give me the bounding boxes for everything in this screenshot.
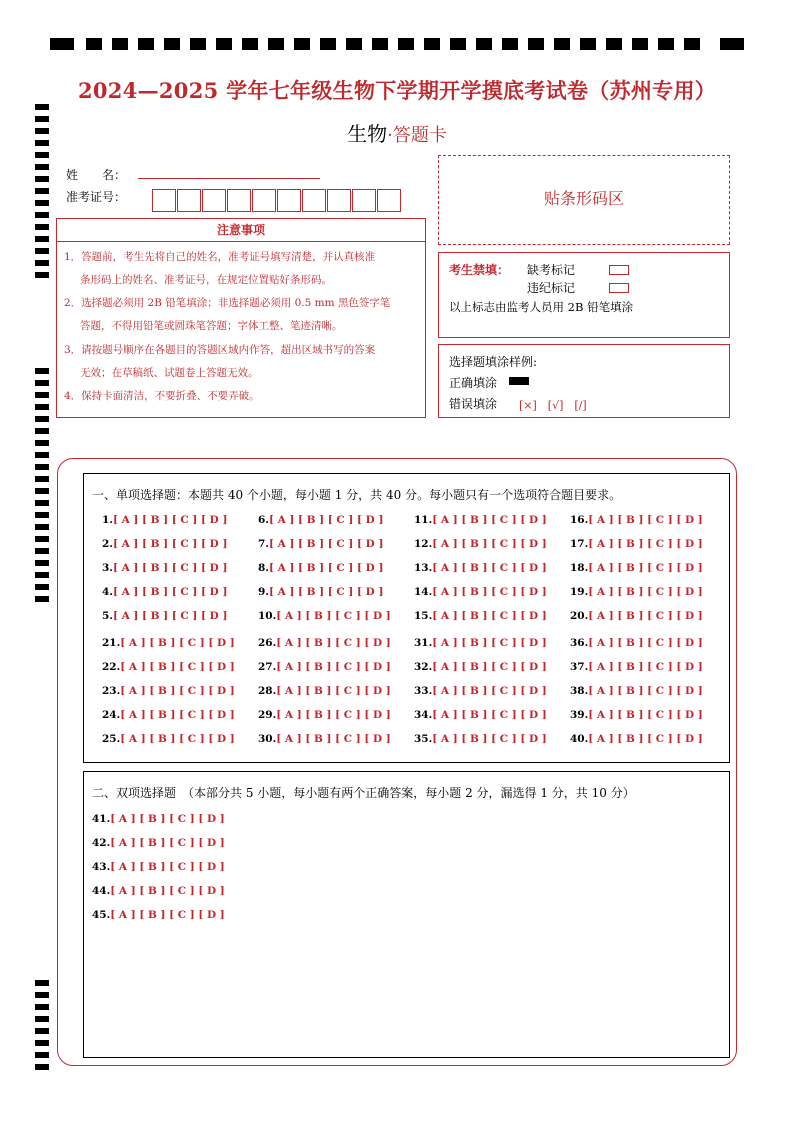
answer-options[interactable]: [ A ] [ B ] [ C ] [ D ]	[432, 661, 547, 673]
question-item[interactable]	[414, 610, 547, 622]
question-item[interactable]	[414, 562, 547, 574]
question-number: 34.	[414, 709, 433, 721]
answer-options[interactable]: [ A ] [ B ] [ C ] [ D ]	[432, 685, 547, 697]
question-number: 41.	[92, 813, 111, 825]
answer-options[interactable]: [ A ] [ B ] [ C ] [ D ]	[276, 685, 391, 697]
forbidden-box	[438, 252, 730, 338]
exam-id-digit-box[interactable]	[177, 189, 201, 212]
answer-options[interactable]: [ A ] [ B ] [ C ] [ D ]	[120, 661, 235, 673]
question-item[interactable]	[92, 837, 225, 849]
question-item[interactable]	[92, 861, 225, 873]
question-number: 43.	[92, 861, 111, 873]
question-item[interactable]	[102, 709, 235, 721]
question-item[interactable]	[258, 538, 383, 550]
question-number: 38.	[570, 685, 589, 697]
question-item[interactable]	[570, 709, 703, 721]
question-item[interactable]	[102, 661, 235, 673]
absent-label: 缺考标记	[527, 263, 576, 277]
question-number: 25.	[102, 733, 121, 745]
answer-options[interactable]: [ A ] [ B ] [ C ] [ D ]	[588, 685, 703, 697]
answer-options[interactable]: [ A ] [ B ] [ C ] [ D ]	[432, 733, 547, 745]
question-number: 26.	[258, 637, 277, 649]
question-number: 33.	[414, 685, 433, 697]
question-item[interactable]	[102, 610, 227, 622]
question-number: 10.	[258, 610, 277, 622]
question-item[interactable]	[258, 586, 383, 598]
answer-options[interactable]: [ A ] [ B ] [ C ] [ D ]	[112, 562, 228, 574]
question-item[interactable]	[570, 538, 703, 550]
answer-options[interactable]: [ A ] [ B ] [ C ] [ D ]	[110, 861, 225, 873]
question-number: 40.	[570, 733, 589, 745]
answer-options[interactable]: [ A ] [ B ] [ C ] [ D ]	[588, 661, 703, 673]
question-item[interactable]	[258, 610, 391, 622]
wrong-fill-label: 错误填涂	[449, 397, 498, 411]
answer-options[interactable]: [ A ] [ B ] [ C ] [ D ]	[268, 586, 384, 598]
answer-options[interactable]: [ A ] [ B ] [ C ] [ D ]	[268, 562, 384, 574]
question-number: 35.	[414, 733, 433, 745]
question-item[interactable]	[414, 733, 547, 745]
question-item[interactable]	[102, 586, 227, 598]
question-number: 6.	[258, 514, 269, 526]
question-number: 7.	[258, 538, 269, 550]
question-number: 3.	[102, 562, 113, 574]
question-number: 2.	[102, 538, 113, 550]
section1-title: 一、单项选择题：本题共 40 个小题，每小题 1 分，共 40 分。每小题只有一个选项符合题目要求。	[92, 488, 622, 502]
answer-options[interactable]: [ A ] [ B ] [ C ] [ D ]	[112, 514, 228, 526]
question-item[interactable]	[102, 538, 227, 550]
question-number: 29.	[258, 709, 277, 721]
question-number: 37.	[570, 661, 589, 673]
question-number: 9.	[258, 586, 269, 598]
forbidden-label: 考生禁填：	[449, 263, 510, 277]
question-number: 24.	[102, 709, 121, 721]
question-number: 22.	[102, 661, 121, 673]
question-number: 14.	[414, 586, 433, 598]
exam-id-label: 准考证号：	[66, 190, 127, 204]
answer-options[interactable]: [ A ] [ B ] [ C ] [ D ]	[432, 538, 547, 550]
answer-options[interactable]: [ A ] [ B ] [ C ] [ D ]	[268, 514, 384, 526]
notice-heading: 注意事项	[56, 218, 426, 242]
fill-example-box	[438, 344, 730, 418]
question-number: 19.	[570, 586, 589, 598]
answer-options[interactable]: [ A ] [ B ] [ C ] [ D ]	[588, 562, 703, 574]
question-item[interactable]	[570, 733, 703, 745]
question-item[interactable]	[570, 610, 703, 622]
question-number: 15.	[414, 610, 433, 622]
notice-line: 2．选择题必须用 2B 铅笔填涂；非选择题必须用 0.5 mm 黑色签字笔	[64, 297, 391, 309]
barcode-area: 贴条形码区	[438, 155, 730, 245]
answer-options[interactable]: [ A ] [ B ] [ C ] [ D ]	[432, 586, 547, 598]
name-field[interactable]	[138, 178, 320, 179]
section2-title: 二、双项选择题 （本部分共 5 小题，每小题有两个正确答案，每小题 2 分，漏选得 1 分，共 10 分）	[92, 786, 635, 800]
question-item[interactable]	[258, 685, 391, 697]
question-item[interactable]	[258, 637, 391, 649]
question-item[interactable]	[258, 514, 383, 526]
answer-options[interactable]: [ A ] [ B ] [ C ] [ D ]	[432, 562, 547, 574]
absent-mark-box[interactable]	[609, 265, 629, 275]
exam-id-boxes[interactable]	[152, 189, 402, 212]
answer-options[interactable]: [ A ] [ B ] [ C ] [ D ]	[588, 709, 703, 721]
answer-options[interactable]: [ A ] [ B ] [ C ] [ D ]	[120, 637, 235, 649]
answer-options[interactable]: [ A ] [ B ] [ C ] [ D ]	[276, 637, 391, 649]
answer-options[interactable]: [ A ] [ B ] [ C ] [ D ]	[588, 733, 703, 745]
question-item[interactable]	[258, 733, 391, 745]
answer-options[interactable]: [ A ] [ B ] [ C ] [ D ]	[432, 637, 547, 649]
question-number: 31.	[414, 637, 433, 649]
answer-options[interactable]: [ A ] [ B ] [ C ] [ D ]	[588, 538, 703, 550]
filled-mark-sample	[509, 377, 529, 385]
answer-options[interactable]: [ A ] [ B ] [ C ] [ D ]	[110, 885, 225, 897]
notice-line: 3．请按题号顺序在各题目的答题区域内作答，超出区域书写的答案	[64, 344, 376, 356]
question-number: 20.	[570, 610, 589, 622]
answer-options[interactable]: [ A ] [ B ] [ C ] [ D ]	[110, 909, 225, 921]
question-item[interactable]	[258, 709, 391, 721]
question-number: 4.	[102, 586, 113, 598]
answer-options[interactable]: [ A ] [ B ] [ C ] [ D ]	[588, 586, 703, 598]
question-number: 30.	[258, 733, 277, 745]
question-number: 13.	[414, 562, 433, 574]
exam-id-digit-box[interactable]	[252, 189, 276, 212]
question-item[interactable]	[414, 637, 547, 649]
exam-id-digit-box[interactable]	[377, 189, 401, 212]
question-item[interactable]	[414, 538, 547, 550]
question-item[interactable]	[258, 562, 383, 574]
question-number: 42.	[92, 837, 111, 849]
answer-options[interactable]: [ A ] [ B ] [ C ] [ D ]	[276, 610, 391, 622]
exam-id-digit-box[interactable]	[227, 189, 251, 212]
answer-options[interactable]: [ A ] [ B ] [ C ] [ D ]	[110, 813, 225, 825]
question-item[interactable]	[570, 514, 703, 526]
question-number: 28.	[258, 685, 277, 697]
notice-line: 4．保持卡面清洁，不要折叠、不要弄破。	[64, 390, 260, 402]
wrong-fill-marks: [×] [√] [/]	[519, 399, 587, 412]
notice-line: 答题，不得用铅笔或圆珠笔答题；字体工整、笔迹清晰。	[80, 320, 343, 332]
answer-options[interactable]: [ A ] [ B ] [ C ] [ D ]	[588, 637, 703, 649]
answer-options[interactable]: [ A ] [ B ] [ C ] [ D ]	[276, 709, 391, 721]
answer-options[interactable]: [ A ] [ B ] [ C ] [ D ]	[120, 685, 235, 697]
question-item[interactable]	[102, 562, 227, 574]
question-number: 44.	[92, 885, 111, 897]
answer-options[interactable]: [ A ] [ B ] [ C ] [ D ]	[588, 514, 703, 526]
question-item[interactable]	[570, 586, 703, 598]
answer-options[interactable]: [ A ] [ B ] [ C ] [ D ]	[588, 610, 703, 622]
subject-label: 生物	[347, 122, 388, 146]
question-item[interactable]	[102, 514, 227, 526]
forbidden-note: 以上标志由监考人员用 2B 铅笔填涂	[449, 300, 634, 314]
question-item[interactable]	[570, 661, 703, 673]
question-item[interactable]	[414, 586, 547, 598]
answer-options[interactable]: [ A ] [ B ] [ C ] [ D ]	[268, 538, 384, 550]
question-item[interactable]	[92, 885, 225, 897]
answer-options[interactable]: [ A ] [ B ] [ C ] [ D ]	[112, 610, 228, 622]
card-subtitle	[0, 118, 794, 147]
question-item[interactable]	[570, 562, 703, 574]
question-item[interactable]	[414, 685, 547, 697]
answer-options[interactable]: [ A ] [ B ] [ C ] [ D ]	[276, 661, 391, 673]
exam-id-digit-box[interactable]	[277, 189, 301, 212]
subtitle-separator: ·	[387, 125, 393, 146]
exam-id-digit-box[interactable]	[327, 189, 351, 212]
notice-line: 条形码上的姓名、准考证号，在规定位置贴好条形码。	[80, 274, 332, 286]
answer-options[interactable]: [ A ] [ B ] [ C ] [ D ]	[120, 733, 235, 745]
question-number: 18.	[570, 562, 589, 574]
question-item[interactable]	[414, 661, 547, 673]
question-item[interactable]	[102, 733, 235, 745]
question-number: 36.	[570, 637, 589, 649]
question-item[interactable]	[102, 685, 235, 697]
answer-options[interactable]: [ A ] [ B ] [ C ] [ D ]	[432, 709, 547, 721]
question-number: 5.	[102, 610, 113, 622]
question-item[interactable]	[102, 637, 235, 649]
question-number: 8.	[258, 562, 269, 574]
card-name-label: 答题卡	[392, 125, 447, 146]
question-number: 1.	[102, 514, 113, 526]
question-number: 12.	[414, 538, 433, 550]
question-number: 32.	[414, 661, 433, 673]
exam-id-digit-box[interactable]	[202, 189, 226, 212]
exam-id-digit-box[interactable]	[352, 189, 376, 212]
question-number: 16.	[570, 514, 589, 526]
question-number: 21.	[102, 637, 121, 649]
name-label: 姓 名：	[66, 168, 127, 182]
answer-options[interactable]: [ A ] [ B ] [ C ] [ D ]	[112, 586, 228, 598]
question-number: 23.	[102, 685, 121, 697]
violation-mark-box[interactable]	[609, 283, 629, 293]
question-item[interactable]	[92, 909, 225, 921]
question-item[interactable]	[570, 685, 703, 697]
question-number: 11.	[414, 514, 433, 526]
answer-options[interactable]: [ A ] [ B ] [ C ] [ D ]	[432, 514, 547, 526]
exam-title: 2024—2025 学年七年级生物下学期开学摸底考试卷（苏州专用）	[77, 78, 717, 103]
question-item[interactable]	[414, 709, 547, 721]
answer-options[interactable]: [ A ] [ B ] [ C ] [ D ]	[120, 709, 235, 721]
question-number: 39.	[570, 709, 589, 721]
answer-options[interactable]: [ A ] [ B ] [ C ] [ D ]	[432, 610, 547, 622]
exam-id-digit-box[interactable]	[302, 189, 326, 212]
answer-options[interactable]: [ A ] [ B ] [ C ] [ D ]	[112, 538, 228, 550]
question-item[interactable]	[92, 813, 225, 825]
violation-label: 违纪标记	[527, 281, 576, 295]
question-number: 27.	[258, 661, 277, 673]
question-item[interactable]	[414, 514, 547, 526]
correct-fill-label: 正确填涂	[449, 376, 498, 390]
notice-line: 1．答题前，考生先将自己的姓名，准考证号填写清楚，并认真核准	[64, 251, 376, 263]
fill-example-title: 选择题填涂样例:	[449, 355, 538, 369]
question-number: 17.	[570, 538, 589, 550]
answer-options[interactable]: [ A ] [ B ] [ C ] [ D ]	[110, 837, 225, 849]
answer-options[interactable]: [ A ] [ B ] [ C ] [ D ]	[276, 733, 391, 745]
notice-line: 无效；在草稿纸、试题卷上答题无效。	[80, 367, 259, 379]
question-number: 45.	[92, 909, 111, 921]
question-item[interactable]	[258, 661, 391, 673]
exam-id-digit-box[interactable]	[152, 189, 176, 212]
question-item[interactable]	[570, 637, 703, 649]
